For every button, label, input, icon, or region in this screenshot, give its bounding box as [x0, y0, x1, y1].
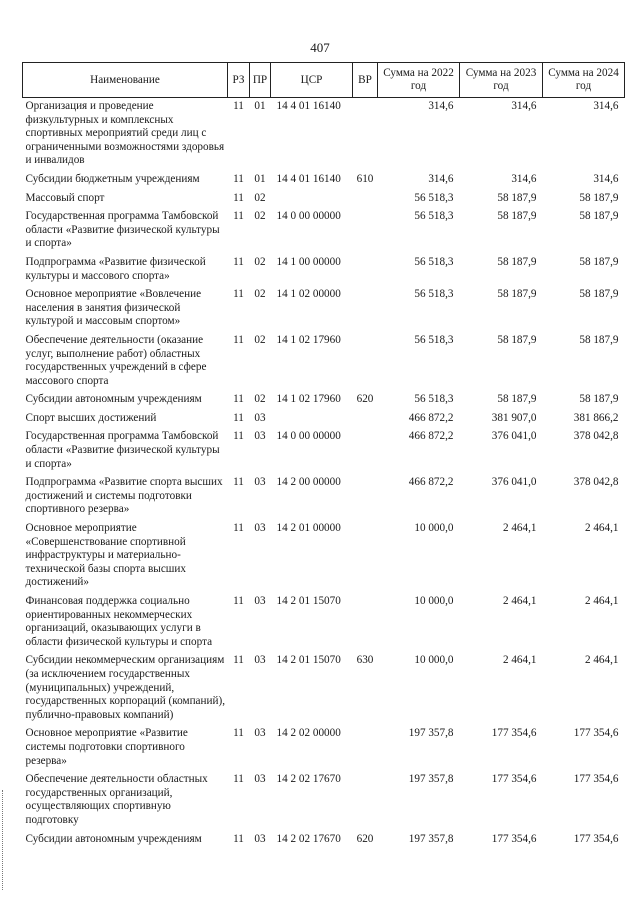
row-csr: 14 2 01 00000: [276, 522, 341, 535]
row-sum-2024: 378 042,8: [573, 430, 619, 443]
header-sum-2022: Сумма на 2022 год: [378, 63, 460, 98]
row-sum-2023: 2 464,1: [502, 654, 537, 667]
row-pr: 01: [254, 172, 266, 185]
row-csr: [271, 410, 353, 429]
header-sum-2023: Сумма на 2023 год: [460, 63, 543, 98]
header-name: Наименование: [23, 63, 228, 98]
page-number: 407: [310, 40, 330, 55]
row-rz: 11: [233, 100, 244, 112]
row-sum-2024: 177 354,6: [573, 773, 619, 786]
table-row: [23, 410, 625, 429]
table-row: [23, 771, 625, 830]
row-vr: [353, 725, 378, 771]
row-sum-2022: 56 518,3: [414, 191, 454, 204]
row-name: Субсидии автономным учреждениям: [25, 393, 202, 406]
row-vr: 620: [356, 832, 374, 845]
row-sum-2023: 177 354,6: [491, 832, 537, 845]
row-vr: [353, 593, 378, 652]
row-csr: 14 2 02 17670: [276, 773, 341, 786]
row-pr: 02: [254, 333, 266, 346]
table-header: [23, 63, 625, 98]
table-row: [23, 98, 625, 171]
row-rz: 11: [233, 191, 244, 204]
row-sum-2022: 56 518,3: [414, 255, 454, 268]
row-csr: 14 1 00 00000: [276, 255, 341, 268]
table-row: [23, 831, 625, 850]
row-pr: 01: [254, 100, 266, 112]
row-sum-2022: 10 000,0: [414, 595, 454, 607]
row-rz: 11: [233, 595, 244, 607]
row-csr: 14 2 02 00000: [276, 727, 341, 740]
row-sum-2023: 314,6: [511, 100, 537, 112]
row-name: Подпрограмма «Развитие спорта высших достижений и системы подготовки спортивного резерва»: [25, 476, 223, 516]
row-name: Государственная программа Тамбовской области «Развитие физической культуры и спорта»: [25, 210, 220, 250]
row-name: Основное мероприятие «Вовлечение населения в занятия физической культурой и массовым спортом»: [25, 288, 202, 328]
row-sum-2022: 56 518,3: [414, 288, 454, 301]
row-csr: 14 0 00 00000: [276, 430, 341, 443]
row-sum-2024: 2 464,1: [584, 595, 619, 607]
row-csr: 14 0 00 00000: [276, 210, 341, 223]
row-sum-2023: 58 187,9: [497, 210, 537, 223]
row-csr: 14 2 01 15070: [276, 595, 341, 607]
row-vr: [353, 332, 378, 391]
row-pr: 03: [254, 654, 266, 667]
row-rz: 11: [233, 411, 244, 424]
row-vr: [353, 520, 378, 593]
table-row: [23, 190, 625, 209]
row-rz: 11: [233, 172, 244, 185]
row-sum-2024: 381 866,2: [573, 411, 619, 424]
row-rz: 11: [233, 832, 244, 845]
row-sum-2024: 177 354,6: [573, 832, 619, 845]
row-sum-2022: 314,6: [428, 100, 454, 112]
row-sum-2024: 58 187,9: [579, 393, 619, 406]
row-rz: 11: [233, 210, 244, 223]
row-vr: [353, 190, 378, 209]
row-sum-2024: 58 187,9: [579, 210, 619, 223]
table-row: [23, 332, 625, 391]
table-row: [23, 171, 625, 190]
row-csr: [271, 190, 353, 209]
row-csr: 14 4 01 16140: [276, 100, 341, 112]
row-pr: 02: [254, 288, 266, 301]
row-sum-2022: 10 000,0: [414, 522, 454, 535]
row-sum-2024: 58 187,9: [579, 255, 619, 268]
row-name: Субсидии бюджетным учреждениям: [25, 172, 200, 185]
row-csr: 14 1 02 00000: [276, 288, 341, 301]
row-sum-2024: 58 187,9: [579, 333, 619, 346]
row-pr: 02: [254, 255, 266, 268]
row-name: Субсидии автономным учреждениям: [25, 832, 202, 845]
table-row: [23, 593, 625, 652]
header-vr: ВР: [353, 63, 378, 98]
row-pr: 02: [254, 393, 266, 406]
row-pr: 03: [254, 727, 266, 740]
row-vr: 620: [356, 393, 374, 406]
row-sum-2022: 56 518,3: [414, 333, 454, 346]
header-rz: РЗ: [228, 63, 250, 98]
budget-table: [22, 62, 625, 849]
row-csr: 14 1 02 17960: [276, 333, 341, 346]
row-vr: [353, 208, 378, 254]
row-sum-2024: 314,6: [593, 100, 619, 112]
table-row: [23, 652, 625, 725]
table-row: [23, 428, 625, 474]
row-sum-2024: 58 187,9: [579, 288, 619, 301]
row-sum-2023: 58 187,9: [497, 333, 537, 346]
row-sum-2022: 314,6: [428, 172, 454, 185]
row-sum-2022: 466 872,2: [408, 411, 454, 424]
row-rz: 11: [233, 476, 244, 489]
row-vr: [353, 98, 378, 171]
row-sum-2023: 376 041,0: [491, 430, 537, 443]
row-name: Обеспечение деятельности (оказание услуг, выполнение работ) областных государственных учреждений в сфере массового спорта: [25, 333, 207, 387]
row-sum-2024: 378 042,8: [573, 476, 619, 489]
row-rz: 11: [233, 522, 244, 535]
row-sum-2022: 56 518,3: [414, 393, 454, 406]
row-sum-2024: 2 464,1: [584, 522, 619, 535]
row-vr: 630: [356, 654, 374, 667]
row-name: Основное мероприятие «Развитие системы подготовки спортивного резерва»: [25, 727, 188, 767]
row-name: Государственная программа Тамбовской области «Развитие физической культуры и спорта»: [25, 430, 220, 470]
row-sum-2022: 466 872,2: [408, 430, 454, 443]
row-pr: 03: [254, 773, 266, 786]
row-sum-2023: 58 187,9: [497, 255, 537, 268]
row-name: Спорт высших достижений: [25, 411, 157, 424]
row-sum-2022: 197 357,8: [408, 727, 454, 740]
row-rz: 11: [233, 255, 244, 268]
row-name: Основное мероприятие «Совершенствование спортивной инфраструктуры и материально-технической базы спорта высших достижений»: [25, 522, 186, 589]
row-name: Организация и проведение физкультурных и комплексных спортивных мероприятий среди лиц с ограниченными возможностями здоровья и инвалидов: [25, 100, 225, 167]
row-csr: 14 4 01 16140: [276, 172, 341, 185]
scan-edge-mark: [2, 790, 4, 890]
row-sum-2022: 56 518,3: [414, 210, 454, 223]
row-sum-2023: 381 907,0: [491, 411, 537, 424]
row-sum-2023: 58 187,9: [497, 191, 537, 204]
row-name: Субсидии некоммерческим организациям (за исключением государственных (муниципальных) учреждений, государственных корпораций (компаний), публично-правовых компаний): [25, 654, 225, 721]
row-sum-2023: 314,6: [511, 172, 537, 185]
row-sum-2024: 58 187,9: [579, 191, 619, 204]
row-sum-2023: 376 041,0: [491, 476, 537, 489]
row-vr: 610: [356, 172, 374, 185]
table-row: [23, 254, 625, 286]
row-vr: [353, 254, 378, 286]
row-csr: 14 2 02 17670: [276, 832, 341, 845]
row-sum-2023: 2 464,1: [502, 595, 537, 607]
row-sum-2023: 58 187,9: [497, 393, 537, 406]
row-csr: 14 2 01 15070: [276, 654, 341, 667]
row-vr: [353, 474, 378, 520]
table-row: [23, 725, 625, 771]
row-pr: 03: [254, 522, 266, 535]
table-row: [23, 391, 625, 410]
row-name: Массовый спорт: [25, 191, 105, 204]
row-csr: 14 1 02 17960: [276, 393, 341, 406]
row-name: Подпрограмма «Развитие физической культуры и массового спорта»: [25, 255, 206, 282]
row-sum-2022: 197 357,8: [408, 832, 454, 845]
table-body: [23, 98, 625, 850]
row-sum-2022: 10 000,0: [414, 654, 454, 667]
row-rz: 11: [233, 393, 244, 406]
row-sum-2024: 2 464,1: [584, 654, 619, 667]
row-sum-2024: 314,6: [593, 172, 619, 185]
row-csr: 14 2 00 00000: [276, 476, 341, 489]
row-vr: [353, 410, 378, 429]
row-pr: 03: [254, 832, 266, 845]
header-sum-2024: Сумма на 2024 год: [543, 63, 625, 98]
row-rz: 11: [233, 333, 244, 346]
row-vr: [353, 286, 378, 332]
row-sum-2024: 177 354,6: [573, 727, 619, 740]
row-rz: 11: [233, 430, 244, 443]
row-sum-2022: 466 872,2: [408, 476, 454, 489]
row-pr: 02: [254, 191, 266, 204]
table-row: [23, 520, 625, 593]
row-rz: 11: [233, 288, 244, 301]
table-row: [23, 474, 625, 520]
table-row: [23, 208, 625, 254]
row-rz: 11: [233, 727, 244, 740]
header-csr: ЦСР: [271, 63, 353, 98]
row-vr: [353, 771, 378, 830]
row-rz: 11: [233, 654, 244, 667]
row-sum-2023: 177 354,6: [491, 773, 537, 786]
row-sum-2023: 177 354,6: [491, 727, 537, 740]
row-pr: 03: [254, 595, 266, 607]
row-pr: 03: [254, 411, 266, 424]
row-name: Обеспечение деятельности областных государственных организаций, осуществляющих спортивную подготовку: [25, 773, 208, 826]
row-sum-2022: 197 357,8: [408, 773, 454, 786]
row-sum-2023: 58 187,9: [497, 288, 537, 301]
row-sum-2023: 2 464,1: [502, 522, 537, 535]
row-pr: 03: [254, 430, 266, 443]
header-pr: ПР: [250, 63, 271, 98]
table-row: [23, 286, 625, 332]
row-name: Финансовая поддержка социально ориентированных некоммерческих организаций, оказывающих услуги в области физической культуры и спорта: [25, 595, 213, 648]
row-pr: 03: [254, 476, 266, 489]
row-pr: 02: [254, 210, 266, 223]
row-rz: 11: [233, 773, 244, 786]
row-vr: [353, 428, 378, 474]
